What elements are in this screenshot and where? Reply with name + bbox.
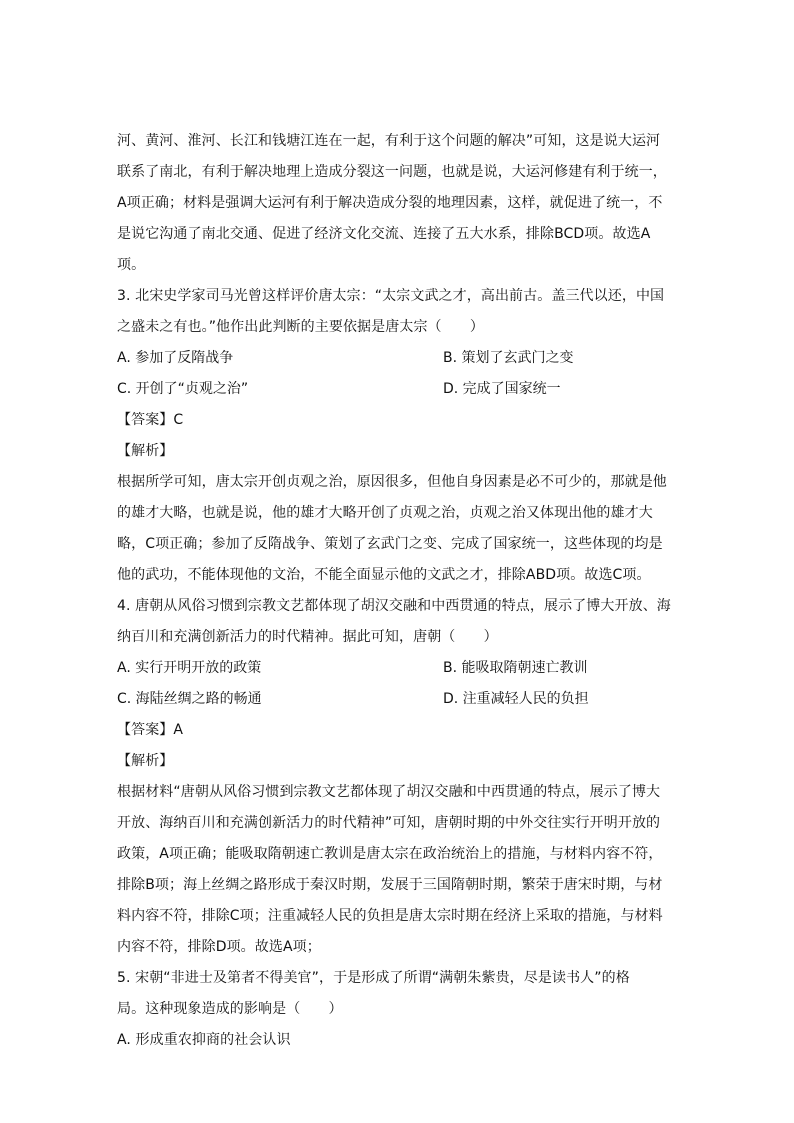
document-content — [117, 126, 677, 1056]
question-4-analysis: 料内容不符，排除C项；注重减轻人民的负担是唐太宗时期在经济上采取的措施，与材料 — [117, 908, 663, 924]
question-4-analysis-label: 【解析】 — [117, 753, 174, 769]
question-4-option-a: A. 实行开明开放的政策 — [117, 660, 262, 676]
question-4-answer: 【答案】A — [117, 722, 184, 738]
question-3-answer: 【答案】C — [117, 412, 184, 428]
text-line: 项。 — [117, 257, 146, 273]
text-line: 是说它沟通了南北交通、促进了经济文化交流、连接了五大水系，排除BCD项。故选A — [117, 226, 651, 242]
question-3-analysis: 略，C项正确；参加了反隋战争、策划了玄武门之变、完成了国家统一，这些体现的均是 — [117, 536, 663, 552]
question-4-stem: 纳百川和充满创新活力的时代精神。据此可知，唐朝（ ） — [117, 629, 498, 645]
question-4-analysis: 排除B项；海上丝绸之路形成于秦汉时期，发展于三国隋朝时期，繁荣于唐宋时期，与材 — [117, 877, 663, 893]
question-5-option-a: A. 形成重农抑商的社会认识 — [117, 1032, 291, 1048]
question-3-options-row-1 — [117, 343, 677, 374]
question-5-stem: 5. 宋朝“非进士及第者不得美官”，于是形成了所谓“满朝朱紫贵，尽是读书人”的格 — [117, 970, 630, 986]
question-3-option-b: B. 策划了玄武门之变 — [443, 350, 574, 366]
question-4-option-b: B. 能吸取隋朝速亡教训 — [443, 660, 588, 676]
question-3-option-a: A. 参加了反隋战争 — [117, 350, 234, 366]
question-4-options-row-2 — [117, 684, 677, 715]
text-line: 河、黄河、淮河、长江和钱塘江连在一起，有利于这个问题的解决”可知，这是说大运河 — [117, 133, 661, 149]
question-4-analysis: 根据材料“唐朝从风俗习惯到宗教文艺都体现了胡汉交融和中西贯通的特点，展示了博大 — [117, 784, 661, 800]
question-4-option-d: D. 注重减轻人民的负担 — [443, 691, 589, 707]
question-4-options-row-1 — [117, 653, 677, 684]
question-4-analysis: 开放、海纳百川和充满创新活力的时代精神”可知，唐朝时期的中外交往实行开明开放的 — [117, 815, 661, 831]
question-4-option-c: C. 海陆丝绸之路的畅通 — [117, 691, 262, 707]
question-3-analysis-label: 【解析】 — [117, 443, 174, 459]
question-4-analysis: 政策，A项正确；能吸取隋朝速亡教训是唐太宗在政治统治上的措施，与材料内容不符， — [117, 846, 663, 862]
question-3-analysis: 的雄才大略，也就是说，他的雄才大略开创了贞观之治，贞观之治又体现出他的雄才大 — [117, 505, 653, 521]
question-5-stem: 局。这种现象造成的影响是（ ） — [117, 1001, 343, 1017]
question-4-stem: 4. 唐朝从风俗习惯到宗教文艺都体现了胡汉交融和中西贯通的特点，展示了博大开放、海 — [117, 598, 671, 614]
question-3-stem: 3. 北宋史学家司马光曾这样评价唐太宗：“太宗文武之才，高出前古。盖三代以还，中国 — [117, 288, 665, 304]
text-line: 联系了南北，有利于解决地理上造成分裂这一问题，也就是说，大运河修建有利于统一， — [117, 164, 667, 180]
question-3-option-d: D. 完成了国家统一 — [443, 381, 561, 397]
question-3-analysis: 他的武功，不能体现他的文治，不能全面显示他的文武之才，排除ABD项。故选C项。 — [117, 567, 651, 583]
question-3-stem: 之盛未之有也。”他作出此判断的主要依据是唐太宗（ ） — [117, 319, 484, 335]
question-3-options-row-2 — [117, 374, 677, 405]
question-3-analysis: 根据所学可知，唐太宗开创贞观之治，原因很多，但他自身因素是必不可少的，那就是他 — [117, 474, 667, 490]
text-line: A项正确；材料是强调大运河有利于解决造成分裂的地理因素，这样，就促进了统一，不 — [117, 195, 663, 211]
question-3-option-c: C. 开创了“贞观之治” — [117, 381, 249, 397]
question-4-analysis: 内容不符，排除D项。故选A项； — [117, 939, 321, 955]
